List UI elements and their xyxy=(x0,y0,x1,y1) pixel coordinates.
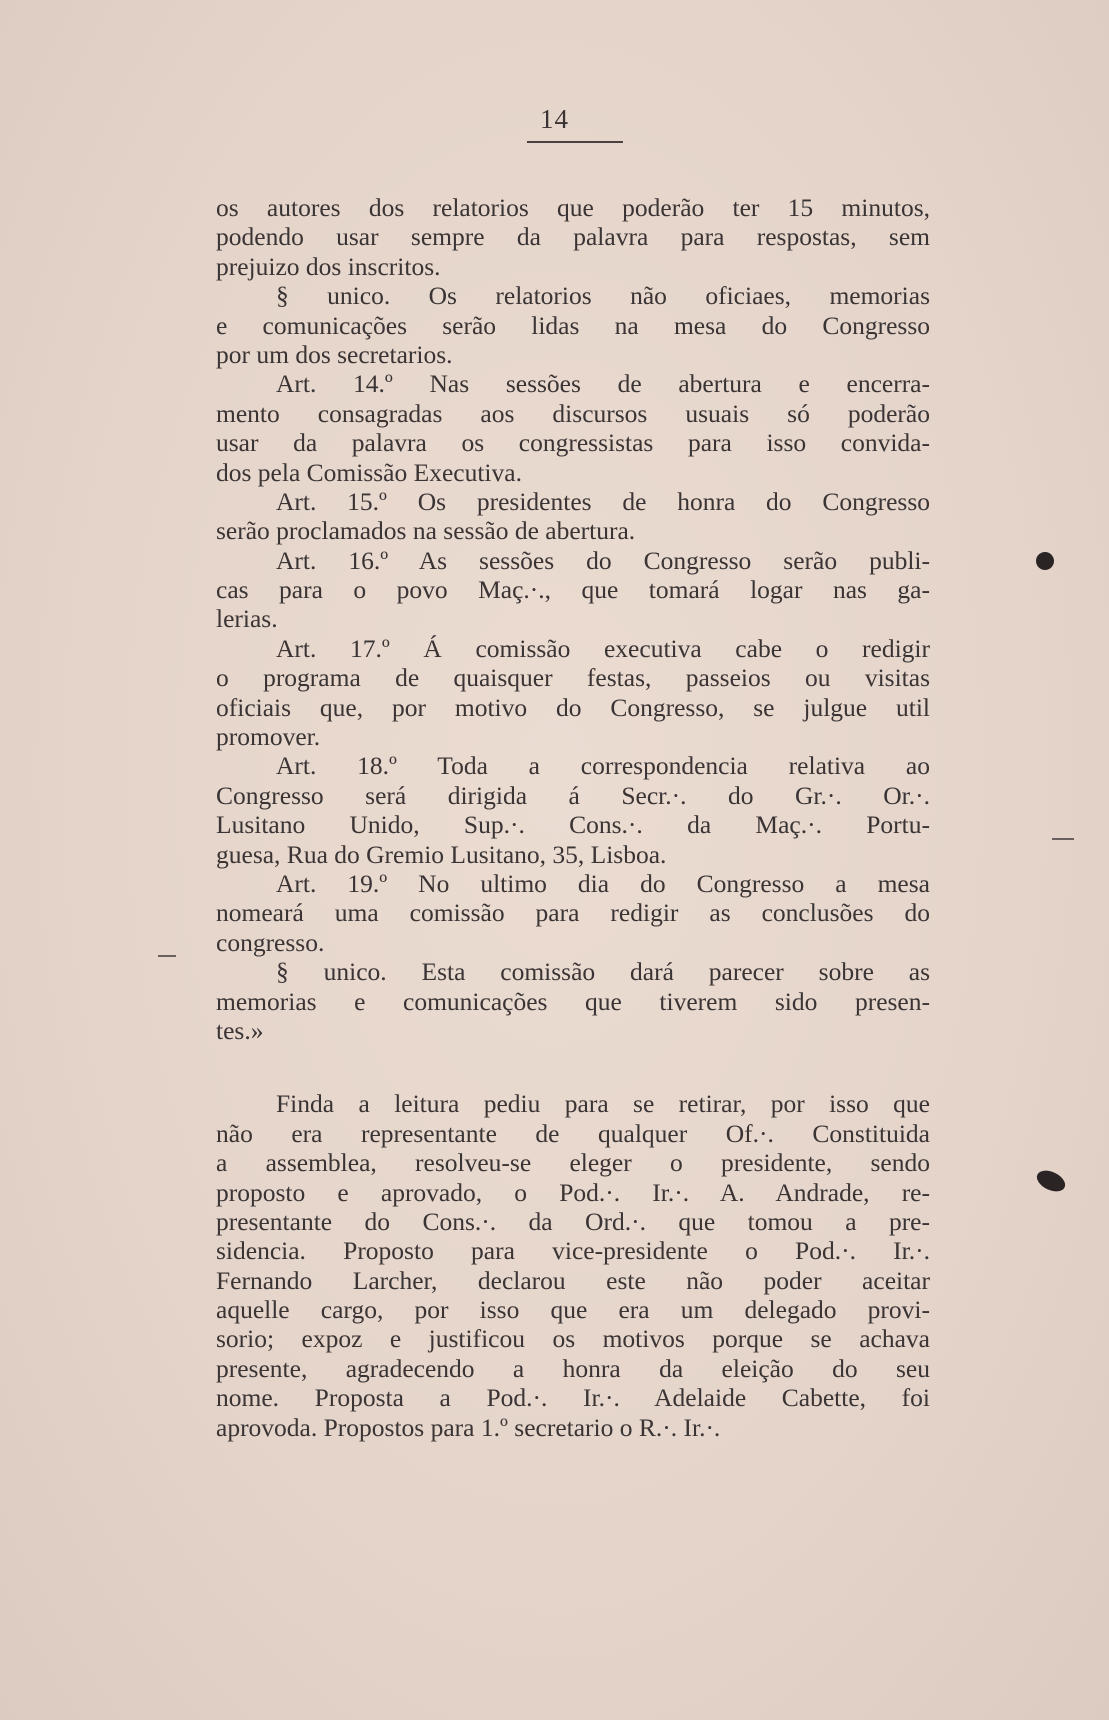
text-line: usar da palavra os congressistas para isso convida- xyxy=(216,428,930,458)
text-line: § unico. Os relatorios não oficiaes, memorias xyxy=(276,281,930,311)
page-number-rule xyxy=(527,141,623,143)
text-line: por um dos secretarios. xyxy=(216,339,453,369)
text-line: cas para o povo Maç.·., que tomará logar nas ga- xyxy=(216,575,930,605)
text-line: congresso. xyxy=(216,927,325,957)
text-line: nomeará uma comissão para redigir as conclusões do xyxy=(216,898,930,928)
margin-mark xyxy=(158,955,176,957)
text-line: o programa de quaisquer festas, passeios ou visitas xyxy=(216,663,930,693)
text-line: Congresso será dirigida á Secr.·. do Gr.·. Or.·. xyxy=(216,780,930,810)
text-line: e comunicações serão lidas na mesa do Congresso xyxy=(216,310,930,340)
text-line: Art. 17.º Á comissão executiva cabe o redigir xyxy=(276,633,930,663)
text-line: lerias. xyxy=(216,604,278,634)
text-line: aprovoda. Propostos para 1.º secretario o R.·. Ir.·. xyxy=(216,1412,721,1442)
text-line: Art. 16.º As sessões do Congresso serão publi- xyxy=(276,545,930,575)
text-line: os autores dos relatorios que poderão ter 15 minutos, xyxy=(216,193,930,222)
text-line: tes.» xyxy=(216,1015,264,1045)
text-line: Fernando Larcher, declarou este não poder aceitar xyxy=(216,1265,930,1295)
text-line: mento consagradas aos discursos usuais só poderão xyxy=(216,398,930,428)
text-line: Art. 19.º No ultimo dia do Congresso a mesa xyxy=(276,868,930,898)
text-line: guesa, Rua do Gremio Lusitano, 35, Lisboa. xyxy=(216,839,667,869)
text-line: promover. xyxy=(216,722,321,752)
text-line: Art. 15.º Os presidentes de honra do Congresso xyxy=(276,486,930,516)
margin-mark xyxy=(1052,838,1074,840)
text-line: Finda a leitura pediu para se retirar, por isso que xyxy=(276,1089,930,1119)
text-line: presentante do Cons.·. da Ord.·. que tomou a pre- xyxy=(216,1206,930,1236)
text-line: serão proclamados na sessão de abertura. xyxy=(216,516,636,546)
text-line: sorio; expoz e justificou os motivos porque se achava xyxy=(216,1324,930,1354)
body-text xyxy=(216,193,930,1442)
text-line: prejuizo dos inscritos. xyxy=(216,251,441,281)
text-line: presente, agradecendo a honra da eleição do seu xyxy=(216,1353,930,1383)
text-line: proposto e aprovado, o Pod.·. Ir.·. A. Andrade, re- xyxy=(216,1177,930,1207)
text-line: Lusitano Unido, Sup.·. Cons.·. da Maç.·. Portu- xyxy=(216,810,930,840)
paragraph-gap xyxy=(216,1045,930,1089)
ink-blot xyxy=(1034,1167,1069,1196)
page-number: 14 xyxy=(540,104,569,134)
text-line: memorias e comunicações que tiverem sido presen- xyxy=(216,986,930,1016)
text-line: § unico. Esta comissão dará parecer sobre as xyxy=(276,957,930,987)
text-line: nome. Proposta a Pod.·. Ir.·. Adelaide Cabette, foi xyxy=(216,1383,930,1413)
text-line: podendo usar sempre da palavra para respostas, sem xyxy=(216,222,930,252)
text-line: oficiais que, por motivo do Congresso, se julgue util xyxy=(216,692,930,722)
text-line: Art. 14.º Nas sessões de abertura e encerra- xyxy=(276,369,930,399)
text-line: não era representante de qualquer Of.·. Constituida xyxy=(216,1118,930,1148)
text-line: aquelle cargo, por isso que era um delegado provi- xyxy=(216,1295,930,1325)
ink-blot xyxy=(1033,549,1056,572)
text-line: a assemblea, resolveu-se eleger o presidente, sendo xyxy=(216,1148,930,1178)
text-line: sidencia. Proposto para vice-presidente o Pod.·. Ir.·. xyxy=(216,1236,930,1266)
text-line: dos pela Comissão Executiva. xyxy=(216,457,522,487)
text-line: Art. 18.º Toda a correspondencia relativa ao xyxy=(276,751,930,781)
